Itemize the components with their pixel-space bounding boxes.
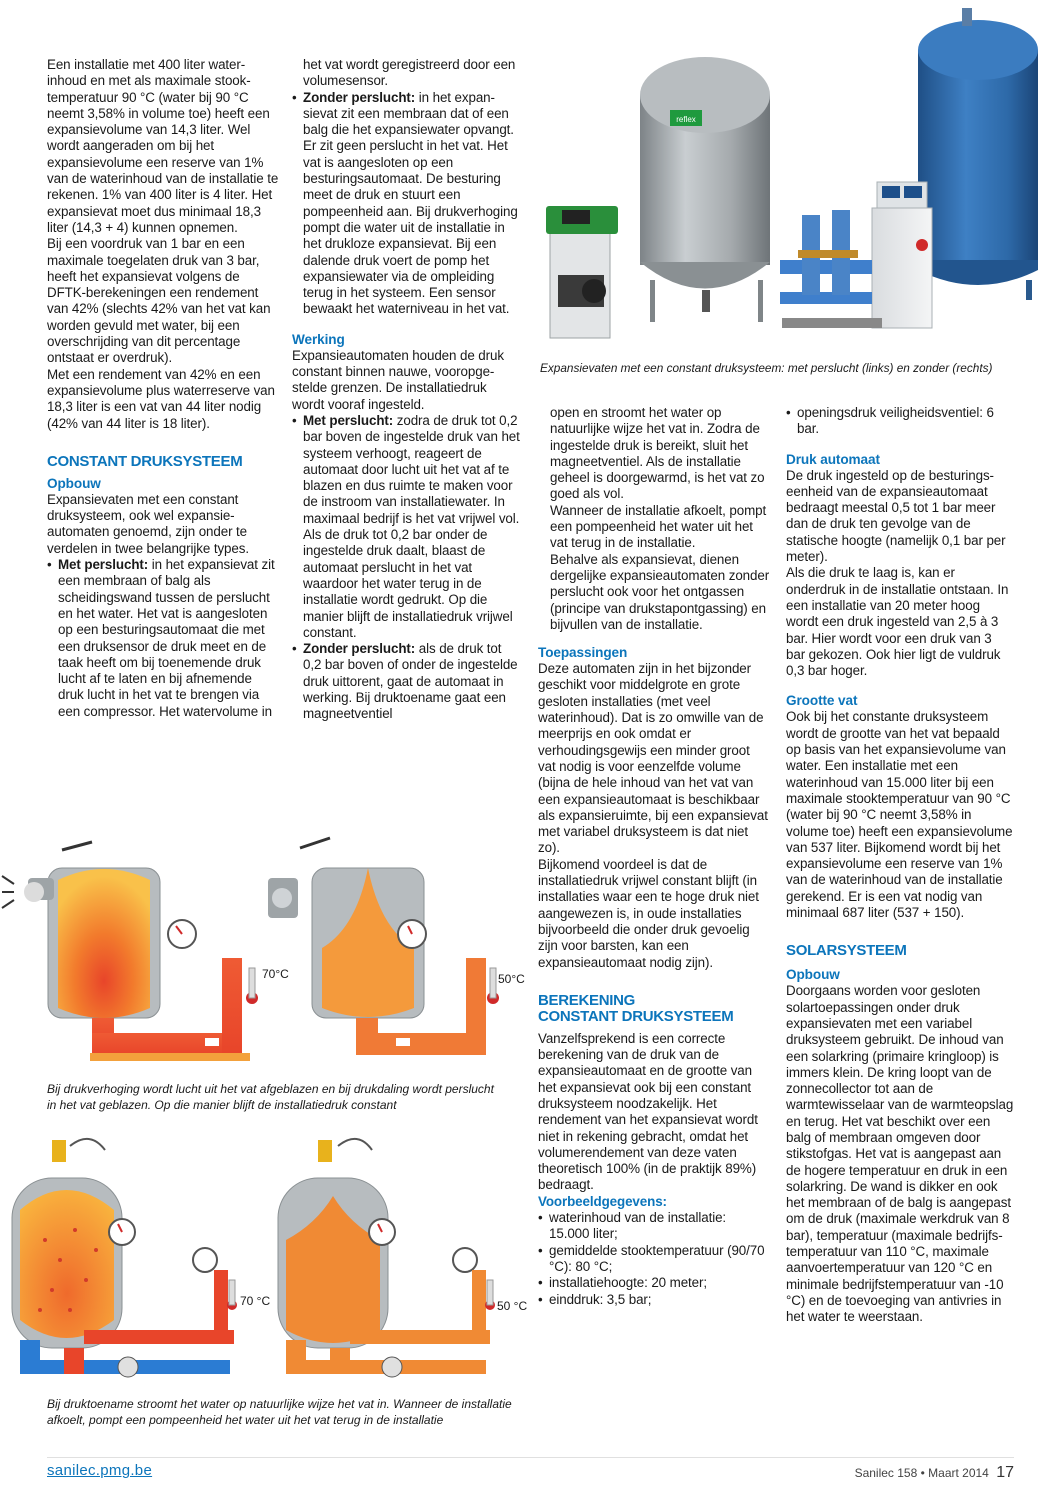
expansion-vessels-photo xyxy=(532,0,1058,356)
paragraph: open en stroomt het water op natuurlijke wijze het vat in. Zodra de ingestelde druk is bereikt, sluit het magneetventiel. Als de installatie geheel is doorgewarmd, is het vat zo goed als vol. xyxy=(550,405,765,502)
subheading-toepassingen: Toepassingen xyxy=(538,645,628,661)
diagram-2-caption xyxy=(47,1396,522,1428)
list-item xyxy=(47,557,279,720)
column-4 xyxy=(786,405,1014,1326)
paragraph: Met een rendement van 42% en een expansievolume plus waterreserve van 18,3 liter is een vat van 44 liter nodig (42% van 44 liter is 18 liter). xyxy=(47,366,275,431)
paragraph: het vat wordt geregistreerd door een volumesensor. xyxy=(303,57,516,89)
bullet-icon: • xyxy=(292,641,297,657)
footer-divider xyxy=(47,1457,1014,1458)
tank-left xyxy=(2,842,196,1018)
diagram-1-caption xyxy=(47,1081,517,1113)
caption-line: Bij druktoename stroomt het water op natuurlijke wijze het vat in. Wanneer de installatie xyxy=(47,1397,512,1411)
bullet-text: zodra de druk tot 0,2 bar boven de ingestelde druk van het systeem verhoogt, reageert de automaat door lucht uit het vat af te blazen en dus ruimte te maken voor de instroom van installatiewater. In maximaal bedrijf is het vat vrijwel vol. Als de druk tot 0,2 bar onder de ingestelde druk daalt, blaast de automaat perslucht in het vat waardoor het water terug in de installatie wordt gedrukt. Op die manier blijft de installatiedruk vrijwel constant. xyxy=(303,412,520,640)
bullet-text: installatiehoogte: 20 meter; xyxy=(549,1275,707,1291)
site-link[interactable]: sanilec.pmg.be xyxy=(47,1462,153,1479)
list-item xyxy=(786,405,1014,438)
paragraph: Deze automaten zijn in het bijzonder geschikt voor middelgrote en grote gesloten installaties (met veel waterinhoud). Dat is zo omwille van de meerprijs en ook omdat er verhoudingsgewijs een minder groot vat nodig is voor eenzelfde volume (bijna de hele inhoud van het vat van een expansieautomaat is beschikbaar als expansieruimte, bij een expansievat met variabel druksysteem is dat niet zo). xyxy=(538,661,768,856)
temperature-label: 70 °C xyxy=(240,1294,271,1308)
caption-line: Bij drukverhoging wordt lucht uit het vat afgeblazen en bij drukdaling wordt perslucht xyxy=(47,1082,494,1096)
temperature-label: 50 °C xyxy=(497,1299,528,1313)
paragraph: De druk ingesteld op de besturingseenheid van de expansieautomaat bedraagt meestal 0,5 tot 1 bar meer dan de druk ten gevolge van de statische hoogte (namelijk 0,1 bar per meter). xyxy=(786,467,1006,565)
paragraph: Doorgaans worden voor gesloten solartoepassingen onder druk expansievaten met een variabel druksysteem gebruikt. De inhoud van een solarkring (primaire kringloop) is immers klein. De kring loopt van de zonnecollector tot aan de warmtewisselaar van de warmteopslag en terug. Het vat beschikt over een balg of membraan omgeven door stikstofgas. Het vat is aangepast aan de hogere temperatuur en druk in een solarkring. De wand is dikker en ook het membraan of de balg is aangepast om de druk (maximale werkdruk van 8 bar), temperatuur (maximale bedrijfstemperatuur van 110 °C, maximale aanvoertemperatuur van 120 °C en minimale bedrijfstemperatuur van -10 °C) en de toevoeging van antivries in het water te weerstaan. xyxy=(786,983,1014,1325)
bold-lead: Zonder perslucht: xyxy=(303,641,416,657)
subheading-opbouw: Opbouw xyxy=(786,967,840,983)
paragraph: Expansievaten met een constant druksysteem, ook wel expansieautomaten genoemd, zijn onder te verdelen in twee belangrijke types. xyxy=(47,491,249,556)
bullet-icon: • xyxy=(786,405,791,420)
tank-right xyxy=(268,838,426,1018)
paragraph: Behalve als expansievat, dienen dergelijke expansieautomaten zonder perslucht ook voor het ontgassen (principe van drukstapontgassing) en bijvullen van de installatie. xyxy=(550,551,770,632)
bold-lead: Met perslucht: xyxy=(303,412,394,428)
list-item xyxy=(292,413,520,641)
heading-solarsysteem: SOLARSYSTEEM xyxy=(786,942,907,960)
list-item xyxy=(292,90,520,318)
paragraph: Bij een voordruk van 1 bar en een maximale toegelaten druk van 3 bar, heeft het expansievat volgens de DFTK-berekeningen een rendement van 42% (slechts 42% van het vat kan worden gevuld met water, bij een overschrijding van dit percentage ontstaat er overdruk). xyxy=(47,236,271,366)
bullet-text: einddruk: 3,5 bar; xyxy=(549,1291,652,1307)
bullet-icon: • xyxy=(538,1210,543,1226)
heading-line: BEREKENING xyxy=(538,991,636,1009)
subheading-opbouw: Opbouw xyxy=(47,475,101,491)
page-number: 17 xyxy=(996,1464,1014,1481)
bullet-text: als de druk tot 0,2 bar boven of onder de ingestelde druk uittorent, gaat de automaat in werking. Bij druktoename gaat een magneetventiel xyxy=(303,641,518,722)
paragraph: Vanzelfsprekend is een correcte berekening van de druk van de expansieautomaat en de grootte van het expansievat ook bij een constant druksysteem noodzakelijk. Het rendement van het expansievat wordt niet in rekening gebracht, omdat het volumerendement van deze vaten theoretisch 100% (in de praktijk 89%) bedraagt. xyxy=(538,1030,758,1193)
grey-tank xyxy=(640,57,770,322)
bullet-text: openingsdruk veiligheidsventiel: 6 bar. xyxy=(797,405,994,437)
bullet-icon: • xyxy=(292,89,297,105)
list-item xyxy=(292,641,520,722)
pump-station xyxy=(780,182,932,328)
subheading-grootte-vat: Grootte vat xyxy=(786,693,858,709)
temperature-label: 50°C xyxy=(498,972,525,986)
tank-left xyxy=(12,1139,217,1348)
list-item xyxy=(538,1243,770,1276)
paragraph: Als die druk te laag is, kan er onderdruk in de installatie ontstaan. In een installatie van 20 meter hoog wordt een druk ingesteld van 2,5 à 3 bar. Hier wordt voor een druk van 3 bar gekozen. Ook hier ligt de vuldruk 0,3 bar hoger. xyxy=(786,565,1009,679)
column-3 xyxy=(538,405,770,1308)
list-item xyxy=(538,1275,770,1291)
tank-right xyxy=(278,1139,477,1348)
paragraph: Ook bij het constante druksysteem wordt de grootte van het vat bepaald op basis van het expansievolume van water. Een installatie met een waterinhoud van 15.000 liter bij een maximale stooktemperatuur van 90 °C (water bij 90 °C neemt 3,58% in volume toe) heeft een expansievolume van 537 liter. Bijkomend wordt bij het expansievolume een reserve van 1% van de waterinhoud van de installatie gerekend. Er is een vat nodig van minimaal 687 liter (537 + 150). xyxy=(786,709,1013,921)
column-1 xyxy=(47,57,279,720)
photo-caption: Expansievaten met een constant druksysteem: met perslucht (links) en zonder (rechts) xyxy=(540,361,993,375)
bullet-icon: • xyxy=(47,557,52,573)
column-2 xyxy=(292,57,520,723)
paragraph: Bijkomend voordeel is dat de installatiedruk vrijwel constant blijft (in installaties waar een te hoge druk niet aangewezen is, in oude installaties bijvoorbeeld die onder druk gevoelig zijn voor barsten, kan een expansieautomaat nodig zijn). xyxy=(538,856,759,970)
heading-constant-druksysteem: CONSTANT DRUKSYSTEEM xyxy=(47,452,243,470)
paragraph: Een installatie met 400 liter waterinhoud en met als maximale stooktemperatuur 90 °C (water bij 90 °C neemt 3,58% in volume toe) heeft een expansievolume van 14,3 liter. Wel wordt aangeraden om bij het expansievolume een reserve van 1% van de waterinhoud van de installatie te rekenen. 1% van 400 liter is 4 liter. Het expansievat moet dus minimaal 18,3 liter (14,3 + 4) kunnen opnemen. xyxy=(47,57,279,235)
paragraph: Wanneer de installatie afkoelt, pompt een pompeenheid het water uit het vat terug in de installatie. xyxy=(550,502,767,551)
brand-label: reflex xyxy=(676,115,696,124)
bullet-icon: • xyxy=(538,1291,543,1307)
bullet-icon: • xyxy=(538,1242,543,1258)
diagram-with-compressed-air xyxy=(0,828,525,1078)
heading-line: CONSTANT DRUKSYSTEEM xyxy=(538,1007,734,1025)
heading-berekening xyxy=(538,993,770,1025)
subheading-voorbeeld: Voorbeeldgegevens: xyxy=(538,1193,667,1209)
caption-line: in het vat geblazen. Op die manier blijft de installatiedruk constant xyxy=(47,1098,397,1112)
bullet-text: gemiddelde stooktemperatuur (90/70 °C): 80 °C; xyxy=(549,1242,765,1274)
temperature-label: 70°C xyxy=(262,967,289,981)
subheading-druk-automaat: Druk automaat xyxy=(786,451,880,467)
blue-tank xyxy=(918,8,1038,300)
diagram-without-compressed-air xyxy=(0,1120,528,1390)
compressor-unit xyxy=(546,206,618,338)
paragraph: Expansieautomaten houden de druk constant binnen nauwe, vooropgestelde grenzen. De installatiedruk wordt vooraf ingesteld. xyxy=(292,347,504,412)
issue-label: Sanilec 158 • Maart 2014 xyxy=(854,1466,989,1480)
subheading-werking: Werking xyxy=(292,331,345,347)
bullet-text: in het expansievat zit een membraan of balg als scheidingswand tussen de perslucht en het water. Het vat is aangesloten op een besturingsautomaat die met een druksensor de druk meet en de taak heeft om bij toenemende druk lucht af te laten en bij afnemende druk lucht in het vat te brengen via een compressor. Het watervolume in xyxy=(58,557,275,719)
bold-lead: Zonder perslucht: xyxy=(303,89,416,105)
caption-line: afkoelt, pompt een pompeenheid het water uit het vat terug in de installatie xyxy=(47,1413,444,1427)
list-item xyxy=(538,1210,770,1243)
bullet-icon: • xyxy=(538,1275,543,1291)
list-item xyxy=(538,1292,770,1308)
bold-lead: Met perslucht: xyxy=(58,557,149,573)
bullet-text: waterinhoud van de installatie: 15.000 liter; xyxy=(549,1210,727,1242)
bullet-text: in het expansievat zit een membraan dat of een balg die het expansiewater opvangt. Er zit geen perslucht in het vat. Het vat is aangesloten op een besturingsautomaat. De besturing meet de druk en stuurt een pompeenheid aan. Bij drukverhoging pompt die water uit de installatie in het drukloze expansievat. Bij een dalende druk voert de pomp het expansiewater via de ompleiding terug in het systeem. Een sensor bewaakt het waterniveau in het vat. xyxy=(303,89,518,317)
bullet-icon: • xyxy=(292,412,297,428)
footer-issue xyxy=(855,1464,1014,1482)
